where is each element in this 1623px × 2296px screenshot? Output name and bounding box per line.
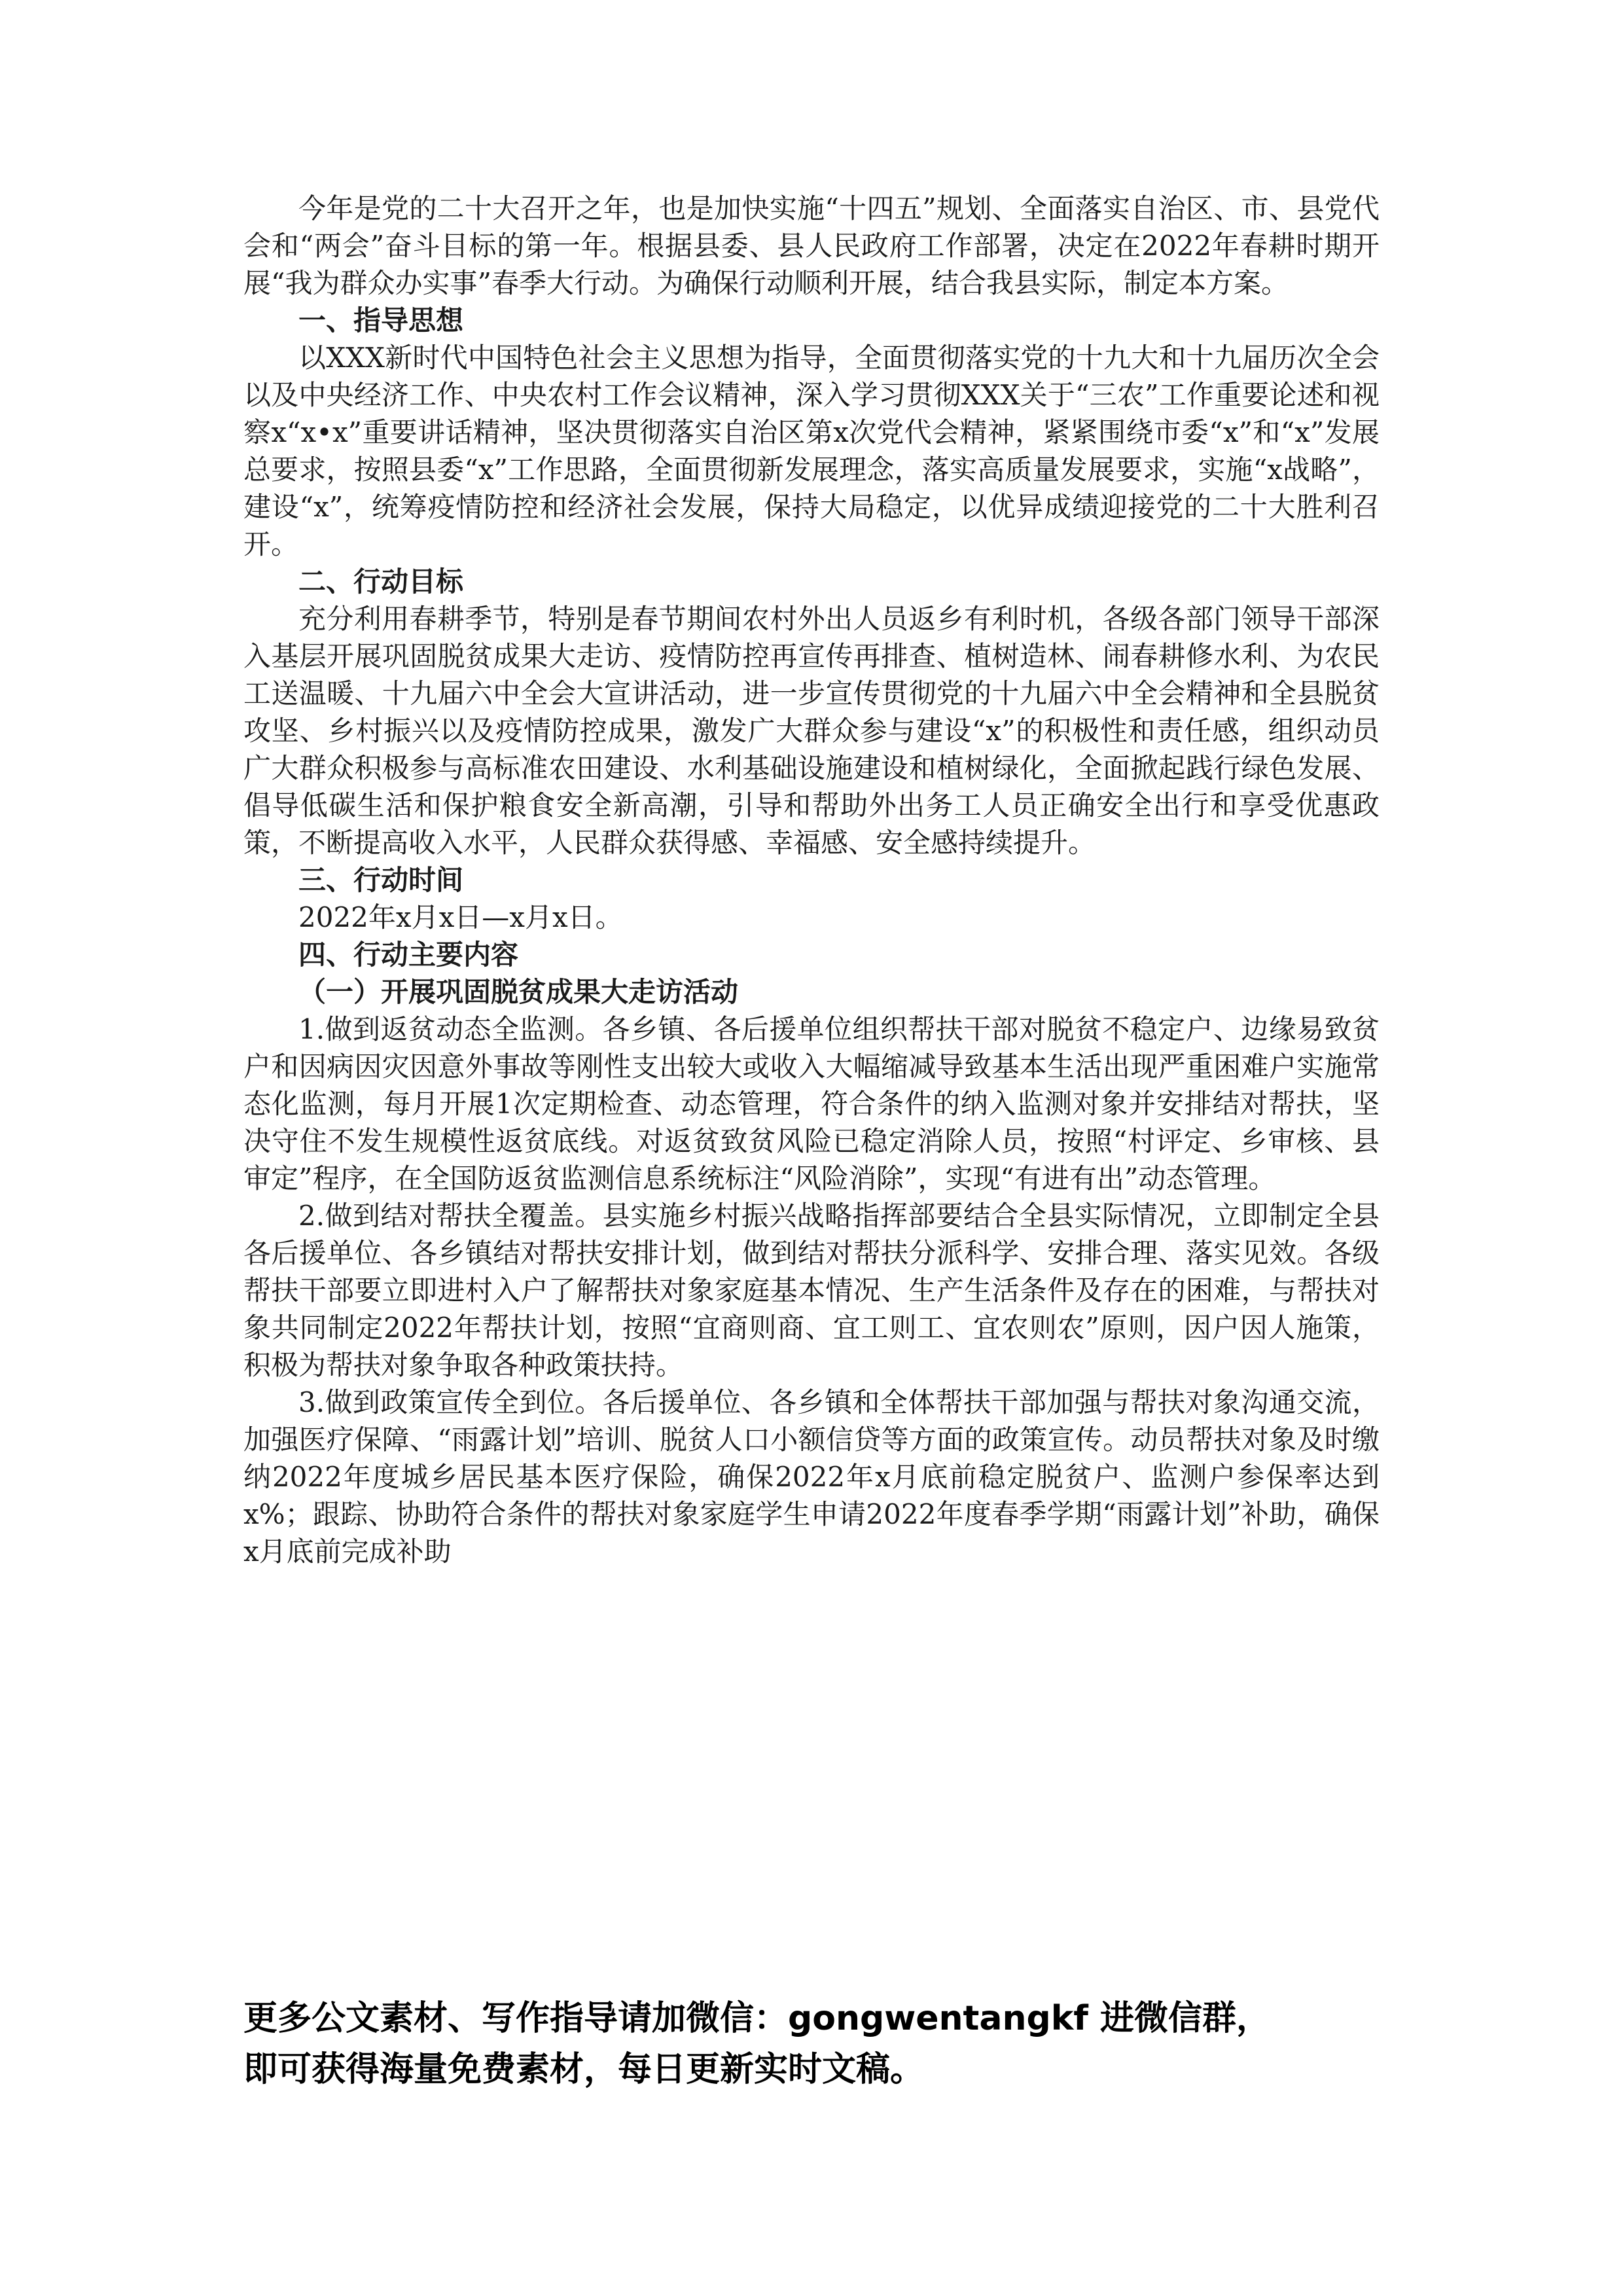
item-paragraph-monitoring: 1.做到返贫动态全监测。各乡镇、各后援单位组织帮扶干部对脱贫不稳定户、边缘易致贫户和因病因灾因意外事故等刚性支出较大或收入大幅缩减导致基本生活出现严重困难户实施常态化监测，每月开展1次定期检查、动态管理，符合条件的纳入监测对象并安排结对帮扶，坚决守住不发生规模性返贫底线。对返贫致贫风险已稳定消除人员，按照“村评定、乡审核、县审定”程序，在全国防返贫监测信息系统标注“风险消除”，实现“有进有出”动态管理。	[243, 1013, 1380, 1194]
document-body	[243, 190, 1380, 1570]
section-heading-main-content: 四、行动主要内容	[298, 939, 519, 971]
action-goals-paragraph: 充分利用春耕季节，特别是春节期间农村外出人员返乡有利时机，各级各部门领导干部深入基层开展巩固脱贫成果大走访、疫情防控再宣传再排查、植树造林、闹春耕修水利、为农民工送温暖、十九届六中全会大宣讲活动，进一步宣传贯彻党的十九届六中全会精神和全县脱贫攻坚、乡村振兴以及疫情防控成果，激发广大群众参与建设“x”的积极性和责任感，组织动员广大群众积极参与高标准农田建设、水利基础设施建设和植树绿化，全面掀起践行绿色发展、倡导低碳生活和保护粮食安全新高潮，引导和帮助外出务工人员正确安全出行和享受优惠政策，不断提高收入水平，人民群众获得感、幸福感、安全感持续提升。	[243, 603, 1380, 859]
item-paragraph-policy-publicity: 3.做到政策宣传全到位。各后援单位、各乡镇和全体帮扶干部加强与帮扶对象沟通交流，加强医疗保障、“雨露计划”培训、脱贫人口小额信贷等方面的政策宣传。动员帮扶对象及时缴纳2022年度城乡居民基本医疗保险，确保2022年x月底前稳定脱贫户、监测户参保率达到x%；跟踪、协助符合条件的帮扶对象家庭学生申请2022年度春季学期“雨露计划”补助，确保x月底前完成补助	[243, 1386, 1380, 1568]
section-heading-action-time: 三、行动时间	[298, 864, 464, 896]
intro-paragraph: 今年是党的二十大召开之年，也是加快实施“十四五”规划、全面落实自治区、市、县党代会和“两会”奋斗目标的第一年。根据县委、县人民政府工作部署，决定在2022年春耕时期开展“我为群众办实事”春季大行动。为确保行动顺利开展，结合我县实际，制定本方案。	[243, 192, 1380, 299]
item-paragraph-pairing-assistance: 2.做到结对帮扶全覆盖。县实施乡村振兴战略指挥部要结合全县实际情况，立即制定全县各后援单位、各乡镇结对帮扶安排计划，做到结对帮扶分派科学、安排合理、落实见效。各级帮扶干部要立即进村入户了解帮扶对象家庭基本情况、生产生活条件及存在的困难，与帮扶对象共同制定2022年帮扶计划，按照“宜商则商、宜工则工、宜农则农”原则，因户因人施策，积极为帮扶对象争取各种政策扶持。	[243, 1200, 1380, 1381]
guiding-ideology-paragraph: 以XXX新时代中国特色社会主义思想为指导，全面贯彻落实党的十九大和十九届历次全会以及中央经济工作、中央农村工作会议精神，深入学习贯彻XXX关于“三农”工作重要论述和视察x“x•x”重要讲话精神，坚决贯彻落实自治区第x次党代会精神，紧紧围绕市委“x”和“x”发展总要求，按照县委“x”工作思路，全面贯彻新发展理念，落实高质量发展要求，实施“x战略”，建设“x”，统筹疫情防控和经济社会发展，保持大局稳定，以优异成绩迎接党的二十大胜利召开。	[243, 342, 1380, 560]
section-heading-guiding-ideology: 一、指导思想	[298, 304, 464, 336]
promo-line-1: 更多公文素材、写作指导请加微信：gongwentangkf 进微信群，	[243, 1999, 1271, 2038]
action-time-paragraph: 2022年x月x日—x月x日。	[298, 901, 623, 933]
subsection-heading-visit-activity: （一）开展巩固脱贫成果大走访活动	[298, 976, 739, 1008]
promo-footer	[243, 1993, 1408, 2095]
promo-line-2: 即可获得海量免费素材，每日更新实时文稿。	[243, 2050, 925, 2089]
section-heading-action-goals: 二、行动目标	[298, 565, 464, 598]
